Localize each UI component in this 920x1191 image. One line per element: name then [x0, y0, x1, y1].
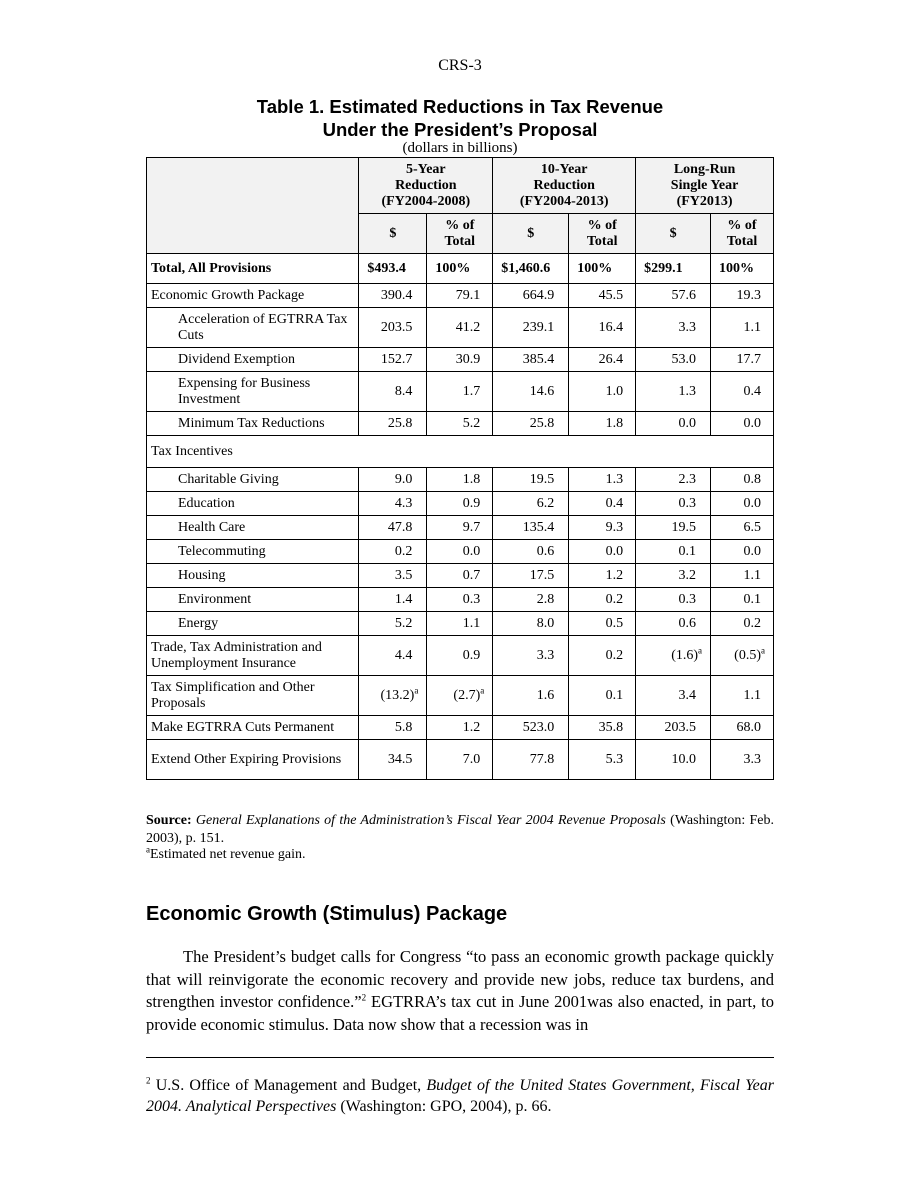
- table-cell: [427, 516, 493, 540]
- cell-value: $1,460.6: [501, 260, 551, 276]
- table-cell: [636, 468, 711, 492]
- cell-value: 9.7: [462, 519, 481, 535]
- table-row: [147, 676, 774, 716]
- cell-value: 34.5: [387, 751, 413, 767]
- section-heading: Economic Growth (Stimulus) Package: [146, 903, 508, 925]
- table-cell: [711, 612, 774, 636]
- footnote-ref: 2: [361, 992, 367, 1003]
- table-cell: [493, 540, 569, 564]
- cell-value: 3.2: [678, 567, 697, 583]
- table-cell: [636, 588, 711, 612]
- group-header-line: 10-Year: [540, 161, 588, 177]
- source-label: Source:: [146, 813, 192, 828]
- group-header-line: (FY2013): [676, 193, 733, 209]
- cell-value: 17.5: [529, 567, 555, 583]
- table-row: [147, 308, 774, 348]
- table-cell: [636, 676, 711, 716]
- table-cell: [359, 372, 427, 412]
- row-label: Health Care: [147, 516, 359, 540]
- table-cell: [493, 348, 569, 372]
- cell-value: 203.5: [664, 719, 697, 735]
- table-cell: [636, 636, 711, 676]
- sub-header-line: % of: [587, 217, 617, 233]
- cell-value: 47.8: [387, 519, 413, 535]
- table-row: [147, 540, 774, 564]
- table-cell: [427, 492, 493, 516]
- cell-footnote-marker: a: [761, 644, 765, 655]
- sub-header-pct: [711, 214, 774, 254]
- cell-value: 0.3: [678, 591, 697, 607]
- footnote-title: Budget of the United States Government, Fiscal Year 2004. Analytical Perspectives: [146, 1077, 774, 1115]
- body-paragraph: [146, 946, 774, 1036]
- cell-value: 135.4: [522, 519, 555, 535]
- group-header-line: Single Year: [670, 177, 739, 193]
- table-cell: [427, 254, 493, 284]
- cell-value: 16.4: [598, 319, 624, 335]
- cell-value: 523.0: [522, 719, 555, 735]
- cell-value: 2.3: [678, 471, 697, 487]
- cell-value: 0.4: [743, 383, 761, 399]
- cell-value: 10.0: [671, 751, 697, 767]
- table-row: [147, 740, 774, 780]
- row-label: Extend Other Expiring Provisions: [147, 740, 359, 780]
- table-cell: [636, 492, 711, 516]
- table-cell: [636, 740, 711, 780]
- cell-value: 239.1: [522, 319, 555, 335]
- table-cell: [493, 372, 569, 412]
- table-cell: [359, 412, 427, 436]
- table-cell: [636, 372, 711, 412]
- cell-value: $493.4: [367, 260, 406, 276]
- footnote-text-before: U.S. Office of Management and Budget,: [150, 1077, 427, 1094]
- table-cell: [569, 588, 636, 612]
- table-cell: [711, 492, 774, 516]
- table-cell: [493, 636, 569, 676]
- cell-value: 1.1: [743, 567, 761, 583]
- table-cell: [493, 254, 569, 284]
- cell-value: 30.9: [455, 351, 481, 367]
- cell-value: 3.3: [678, 319, 697, 335]
- table-cell: [711, 372, 774, 412]
- cell-value: $299.1: [644, 260, 683, 276]
- cell-value: 4.4: [394, 647, 413, 663]
- table-row: [147, 372, 774, 412]
- table-cell: [359, 612, 427, 636]
- table-row: [147, 254, 774, 284]
- table-cell: [359, 348, 427, 372]
- cell-value: 45.5: [598, 287, 624, 303]
- row-label: Total, All Provisions: [147, 254, 359, 284]
- table-cell: [493, 588, 569, 612]
- cell-value: 1.8: [605, 415, 624, 431]
- table-cell: [569, 348, 636, 372]
- cell-value: 0.7: [462, 567, 481, 583]
- cell-value: 1.3: [605, 471, 624, 487]
- cell-value: 35.8: [598, 719, 624, 735]
- table-cell: [569, 308, 636, 348]
- table-title: [0, 95, 920, 141]
- revenue-table: [146, 157, 774, 780]
- table-cell: [427, 372, 493, 412]
- cell-value: 0.8: [743, 471, 761, 487]
- cell-value: 100%: [719, 260, 755, 276]
- group-header-long-run: [636, 158, 774, 214]
- sub-header-dollar: $: [636, 214, 711, 254]
- table-cell: [711, 468, 774, 492]
- table-cell: [359, 588, 427, 612]
- cell-value: 1.2: [462, 719, 481, 735]
- table-row: [147, 588, 774, 612]
- cell-value: 19.5: [671, 519, 697, 535]
- cell-value: 1.6: [536, 687, 555, 703]
- table-cell: [569, 564, 636, 588]
- table-row: [147, 636, 774, 676]
- cell-value: 385.4: [522, 351, 555, 367]
- cell-value: 9.3: [605, 519, 624, 535]
- table-cell: [636, 540, 711, 564]
- table-cell: [636, 308, 711, 348]
- cell-value: 0.6: [536, 543, 555, 559]
- table-cell: [359, 492, 427, 516]
- cell-value: (2.7): [453, 687, 481, 703]
- sub-header-line: Total: [586, 233, 618, 249]
- row-label: Tax Incentives: [147, 436, 774, 468]
- cell-value: 0.3: [678, 495, 697, 511]
- cell-value: 0.2: [605, 591, 624, 607]
- table-cell: [359, 308, 427, 348]
- cell-footnote-marker: a: [480, 684, 485, 695]
- sub-header-line: % of: [727, 217, 757, 233]
- sub-header-pct: [569, 214, 636, 254]
- cell-value: (0.5): [734, 647, 761, 663]
- row-label: Acceleration of EGTRRA Tax Cuts: [147, 308, 359, 348]
- table-cell: [569, 636, 636, 676]
- cell-value: 0.2: [394, 543, 413, 559]
- row-label: Charitable Giving: [147, 468, 359, 492]
- cell-value: 6.5: [743, 519, 761, 535]
- sub-header-pct: [427, 214, 493, 254]
- row-label: Minimum Tax Reductions: [147, 412, 359, 436]
- source-rest: (Washington: Feb. 2003), p. 151.: [146, 813, 774, 846]
- table-cell: [493, 676, 569, 716]
- cell-value: 0.6: [678, 615, 697, 631]
- footnote-text-after: (Washington: GPO, 2004), p. 66.: [336, 1098, 552, 1115]
- table-cell: [427, 716, 493, 740]
- cell-value: 7.0: [462, 751, 481, 767]
- group-header-10-year: [493, 158, 636, 214]
- cell-value: 0.5: [605, 615, 624, 631]
- cell-value: 3.3: [536, 647, 555, 663]
- cell-value: 79.1: [455, 287, 481, 303]
- cell-value: 1.3: [678, 383, 697, 399]
- table-cell: [711, 284, 774, 308]
- table-cell: [427, 740, 493, 780]
- cell-value: 0.1: [678, 543, 697, 559]
- table-cell: [359, 740, 427, 780]
- table-cell: [427, 612, 493, 636]
- cell-value: 100%: [577, 260, 613, 276]
- table-cell: [493, 716, 569, 740]
- cell-value: 152.7: [380, 351, 413, 367]
- row-label: Expensing for Business Investment: [147, 372, 359, 412]
- table-cell: [711, 676, 774, 716]
- table-row: [147, 492, 774, 516]
- cell-value: 0.2: [605, 647, 624, 663]
- row-label: Energy: [147, 612, 359, 636]
- cell-value: 1.1: [462, 615, 481, 631]
- cell-value: 25.8: [387, 415, 413, 431]
- table-cell: [427, 636, 493, 676]
- cell-value: 0.0: [743, 495, 761, 511]
- table-cell: [569, 612, 636, 636]
- table-cell: [569, 254, 636, 284]
- cell-value: (13.2): [380, 687, 415, 703]
- cell-value: 1.8: [462, 471, 481, 487]
- table-cell: [493, 740, 569, 780]
- cell-value: 0.9: [462, 495, 481, 511]
- cell-value: 8.4: [394, 383, 413, 399]
- table-cell: [636, 348, 711, 372]
- table-cell: [427, 348, 493, 372]
- row-label: Environment: [147, 588, 359, 612]
- sub-header-line: % of: [445, 217, 475, 233]
- cell-value: 100%: [435, 260, 471, 276]
- table-cell: [493, 612, 569, 636]
- table-cell: [711, 716, 774, 740]
- row-label: Education: [147, 492, 359, 516]
- table-cell: [711, 516, 774, 540]
- cell-value: 5.2: [462, 415, 481, 431]
- cell-value: 4.3: [394, 495, 413, 511]
- table-cell: [493, 284, 569, 308]
- group-header-line: (FY2004-2013): [519, 193, 609, 209]
- table-cell: [359, 540, 427, 564]
- cell-value: 1.4: [394, 591, 413, 607]
- cell-value: 2.8: [536, 591, 555, 607]
- group-header-line: Long-Run: [673, 161, 736, 177]
- sub-header-line: Total: [444, 233, 476, 249]
- table-row: [147, 284, 774, 308]
- table-cell: [569, 676, 636, 716]
- cell-footnote-marker: a: [414, 684, 419, 695]
- cell-value: 68.0: [736, 719, 761, 735]
- table-cell: [569, 516, 636, 540]
- table-cell: [711, 412, 774, 436]
- table-cell: [359, 284, 427, 308]
- table-cell: [427, 468, 493, 492]
- cell-value: 1.1: [743, 319, 761, 335]
- table-title-line-1: Table 1. Estimated Reductions in Tax Revenue: [256, 96, 664, 117]
- table-cell: [636, 516, 711, 540]
- table-cell: [427, 540, 493, 564]
- table-row: [147, 716, 774, 740]
- cell-value: 3.3: [743, 751, 761, 767]
- cell-value: 3.5: [394, 567, 413, 583]
- table-cell: [636, 716, 711, 740]
- cell-value: 5.8: [394, 719, 413, 735]
- table-cell: [569, 492, 636, 516]
- table-cell: [427, 284, 493, 308]
- table-cell: [359, 516, 427, 540]
- cell-value: 203.5: [380, 319, 413, 335]
- cell-value: 9.0: [394, 471, 413, 487]
- cell-value: 1.2: [605, 567, 624, 583]
- table-cell: [493, 492, 569, 516]
- table-cell: [359, 636, 427, 676]
- table-note: [146, 844, 306, 863]
- table-cell: [711, 308, 774, 348]
- table-cell: [569, 372, 636, 412]
- table-cell: [636, 254, 711, 284]
- cell-footnote-marker: a: [698, 644, 703, 655]
- table-cell: [711, 740, 774, 780]
- cell-value: 6.2: [536, 495, 555, 511]
- sub-header-dollar: $: [493, 214, 569, 254]
- table-cell: [427, 308, 493, 348]
- table-cell: [636, 612, 711, 636]
- row-label: Telecommuting: [147, 540, 359, 564]
- table-cell: [711, 348, 774, 372]
- cell-value: 0.1: [605, 687, 624, 703]
- footnote-marker: 2: [146, 1075, 151, 1086]
- cell-value: 0.0: [462, 543, 481, 559]
- header-blank-cell: [147, 158, 359, 254]
- source-title: General Explanations of the Administration’s Fiscal Year 2004 Revenue Proposals: [195, 813, 666, 828]
- note-marker: a: [146, 844, 150, 855]
- cell-value: 0.0: [678, 415, 697, 431]
- cell-value: 5.3: [605, 751, 624, 767]
- table-title-line-2: Under the President’s Proposal: [322, 119, 598, 140]
- group-header-5-year: [359, 158, 493, 214]
- cell-value: 0.9: [462, 647, 481, 663]
- sub-header-dollar: $: [359, 214, 427, 254]
- cell-value: 19.5: [529, 471, 555, 487]
- row-label: Dividend Exemption: [147, 348, 359, 372]
- table-row: [147, 564, 774, 588]
- table-cell: [493, 468, 569, 492]
- cell-value: 1.1: [743, 687, 761, 703]
- footnote-divider: [146, 1057, 774, 1058]
- group-header-line: Reduction: [533, 177, 595, 193]
- cell-value: 3.4: [678, 687, 697, 703]
- row-label: Tax Simplification and Other Proposals: [147, 676, 359, 716]
- cell-value: 664.9: [522, 287, 555, 303]
- footnote: [146, 1075, 774, 1117]
- cell-value: 0.2: [743, 615, 761, 631]
- cell-value: 5.2: [394, 615, 413, 631]
- table-cell: [636, 284, 711, 308]
- row-label: Trade, Tax Administration and Unemployment Insurance: [147, 636, 359, 676]
- table-body: [147, 254, 774, 780]
- note-text: Estimated net revenue gain.: [150, 847, 306, 862]
- cell-value: 53.0: [671, 351, 697, 367]
- cell-value: 1.0: [605, 383, 624, 399]
- para-after: EGTRRA’s tax cut in June 2001was also enacted, in part, to provide economic stimulus. Data now show that a recession was in: [146, 992, 774, 1034]
- table-row: [147, 612, 774, 636]
- cell-value: 0.1: [743, 591, 761, 607]
- table-cell: [359, 676, 427, 716]
- table-cell: [359, 468, 427, 492]
- table-cell: [359, 564, 427, 588]
- cell-value: 0.0: [605, 543, 624, 559]
- row-label: Housing: [147, 564, 359, 588]
- cell-value: 14.6: [529, 383, 555, 399]
- table-cell: [359, 254, 427, 284]
- table-cell: [427, 676, 493, 716]
- table-cell: [636, 564, 711, 588]
- group-header-line: 5-Year: [405, 161, 446, 177]
- cell-value: 77.8: [529, 751, 555, 767]
- table-row: [147, 436, 774, 468]
- cell-value: 1.7: [462, 383, 481, 399]
- row-label: Make EGTRRA Cuts Permanent: [147, 716, 359, 740]
- table-cell: [493, 308, 569, 348]
- table-cell: [569, 468, 636, 492]
- cell-value: 17.7: [736, 351, 761, 367]
- cell-value: 0.0: [743, 543, 761, 559]
- table-cell: [569, 740, 636, 780]
- table-source: [146, 812, 774, 848]
- table-cell: [493, 516, 569, 540]
- table-row: [147, 516, 774, 540]
- table-cell: [359, 716, 427, 740]
- cell-value: 0.4: [605, 495, 624, 511]
- table-cell: [427, 412, 493, 436]
- table-cell: [569, 284, 636, 308]
- table-cell: [636, 412, 711, 436]
- table-subtitle: (dollars in billions): [402, 140, 518, 156]
- table-row: [147, 412, 774, 436]
- group-header-line: Reduction: [395, 177, 457, 193]
- table-cell: [711, 564, 774, 588]
- cell-value: 41.2: [455, 319, 481, 335]
- table-cell: [711, 588, 774, 612]
- sub-header-line: Total: [726, 233, 758, 249]
- table-cell: [427, 588, 493, 612]
- table-cell: [711, 636, 774, 676]
- table-cell: [711, 540, 774, 564]
- table-cell: [493, 564, 569, 588]
- cell-value: 19.3: [736, 287, 761, 303]
- table-cell: [569, 412, 636, 436]
- table-row: [147, 348, 774, 372]
- cell-value: 8.0: [536, 615, 555, 631]
- table-cell: [493, 412, 569, 436]
- cell-value: 25.8: [529, 415, 555, 431]
- row-label: Economic Growth Package: [147, 284, 359, 308]
- cell-value: 390.4: [380, 287, 413, 303]
- cell-value: 26.4: [598, 351, 624, 367]
- group-header-line: (FY2004-2008): [381, 193, 471, 209]
- cell-value: (1.6): [671, 647, 699, 663]
- table-row: [147, 468, 774, 492]
- table-cell: [711, 254, 774, 284]
- page-header: CRS-3: [438, 57, 482, 74]
- table-cell: [427, 564, 493, 588]
- para-before: The President’s budget calls for Congress “to pass an economic growth package quickly that will reinvigorate the economic recovery and provide new jobs, reduce tax burdens, and strengthen investor confidence.”: [146, 947, 774, 1011]
- table-cell: [569, 540, 636, 564]
- cell-value: 0.0: [743, 415, 761, 431]
- cell-value: 0.3: [462, 591, 481, 607]
- table-cell: [569, 716, 636, 740]
- cell-value: 57.6: [671, 287, 697, 303]
